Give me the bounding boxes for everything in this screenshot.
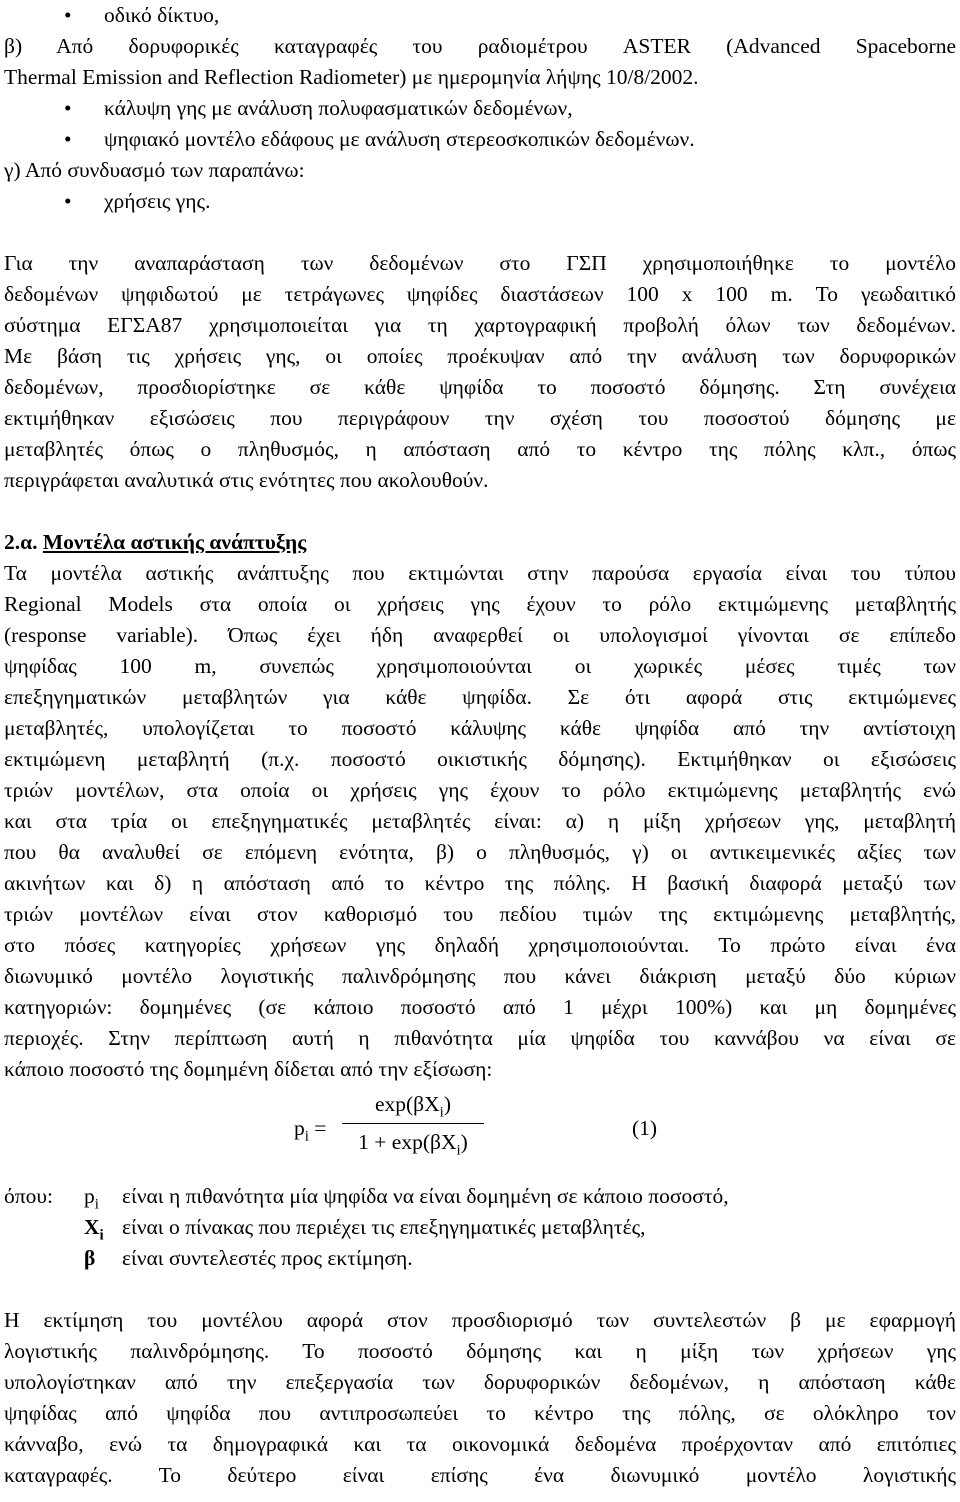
equation-number: (1)	[632, 1116, 658, 1140]
paragraph-line: Τα μοντέλα αστικής ανάπτυξης που εκτιμώνται στην παρούσα εργασία είναι του τύπου	[4, 561, 956, 585]
paragraph-line: Thermal Emission and Reflection Radiometer) με ημερομηνία λήψης 10/8/2002.	[4, 65, 699, 89]
paragraph-line: γ) Από συνδυασμό των παραπάνω:	[4, 158, 305, 182]
where-symbol: $X_i$	[84, 1215, 104, 1244]
where-text: είναι η πιθανότητα μία ψηφίδα να είναι δομημένη σε κάποιο ποσοστό,	[122, 1184, 729, 1208]
paragraph-line: εκτιμήθηκαν εξισώσεις που περιγράφουν την σχέση του ποσοστού δόμησης με	[4, 406, 956, 430]
paragraph-line: Για την αναπαράσταση των δεδομένων στο ΓΣΠ χρησιμοποιήθηκε το μοντέλο	[4, 251, 956, 275]
bullet-item	[4, 124, 956, 155]
where-label: όπου:	[4, 1184, 53, 1208]
bullet-icon: •	[64, 3, 72, 27]
paragraph-line: (response variable). Όπως έχει ήδη αναφερθεί οι υπολογισμοί γίνονται σε επίπεδο	[4, 623, 956, 647]
where-symbol: β	[84, 1246, 96, 1270]
paragraph-line: τριών μοντέλων είναι στον καθορισμό του πεδίου τιμών της εκτιμώμενης μεταβλητής,	[4, 902, 956, 926]
paragraph-line: μεταβλητές, υπολογίζεται το ποσοστό κάλυψης κάθε ψηφίδα από την αντίστοιχη	[4, 716, 956, 740]
section-heading	[4, 527, 956, 558]
paragraph-line: υπολογίστηκαν από την επεξεργασία των δορυφορικών δεδομένων, η απόσταση κάθε	[4, 1370, 956, 1394]
paragraph-line: κατηγοριών: δομημένες (σε κάποιο ποσοστό από 1 μέχρι 100%) και μη δομημένες	[4, 995, 956, 1019]
bullet-icon: •	[64, 189, 72, 213]
section-number: 2.α.	[4, 530, 38, 554]
spacer	[4, 217, 956, 248]
paragraph-line: ψηφίδας από ψηφίδα που αντιπροσωπεύει το κέντρο της πόλης, σε ολόκληρο τον	[4, 1401, 956, 1425]
paragraph-line: στο πόσες κατηγορίες χρήσεων γης δηλαδή χρησιμοποιούνται. Το πρώτο είναι ένα	[4, 933, 956, 957]
bullet-text: χρήσεις γης.	[104, 189, 211, 213]
where-text: είναι συντελεστές προς εκτίμηση.	[122, 1246, 413, 1270]
paragraph-line: επεξηγηματικών μεταβλητών για κάθε ψηφίδα. Σε ότι αφορά στις εκτιμώμενες	[4, 685, 956, 709]
paragraph-line: περιγράφεται αναλυτικά στις ενότητες που ακολουθούν.	[4, 468, 489, 492]
paragraph-line: και στα τρία οι επεξηγηματικές μεταβλητές είναι: α) η μίξη χρήσεων γης, μεταβλητή	[4, 809, 956, 833]
paragraph-line: δεδομένων ψηφιδωτού με τετράγωνες ψηφίδες διαστάσεων 100 x 100 m. Το γεωδαιτικό	[4, 282, 956, 306]
paragraph-line: μεταβλητές όπως ο πληθυσμός, η απόσταση από το κέντρο της πόλης κλπ., όπως	[4, 437, 956, 461]
bullet-text: κάλυψη γης με ανάλυση πολυφασματικών δεδομένων,	[104, 96, 573, 120]
paragraph-line: ψηφίδας 100 m, συνεπώς χρησιμοποιούνται οι χωρικές μέσες τιμές των	[4, 654, 956, 678]
paragraph-line: Η εκτίμηση του μοντέλου αφορά στον προσδιορισμό των συντελεστών β με εφαρμογή	[4, 1308, 956, 1332]
bullet-text: οδικό δίκτυο,	[104, 3, 220, 27]
paragraph-models	[4, 558, 956, 1085]
equation-numerator: $\exp(\beta X_i)$	[342, 1089, 484, 1124]
where-item	[4, 1181, 956, 1212]
where-item	[4, 1212, 956, 1243]
paragraph-line: περιοχές. Στην περίπτωση αυτή η πιθανότητα μία ψηφίδα του καννάβου να είναι σε	[4, 1026, 956, 1050]
paragraph-line: Με βάση τις χρήσεις γης, οι οποίες προέκυψαν από την ανάλυση των δορυφορικών	[4, 344, 956, 368]
bullet-text: ψηφιακό μοντέλο εδάφους με ανάλυση στερεοσκοπικών δεδομένων.	[104, 127, 695, 151]
spacer	[4, 496, 956, 527]
where-item	[4, 1243, 956, 1274]
paragraph-line: δεδομένων, προσδιορίστηκε σε κάθε ψηφίδα το ποσοστό δόμησης. Στη συνέχεια	[4, 375, 956, 399]
equation-fraction	[342, 1089, 484, 1158]
paragraph-line: που θα αναλυθεί σε επόμενη ενότητα, β) ο πληθυσμός, γ) οι αντικειμενικές αξίες των	[4, 840, 956, 864]
paragraph-line: εκτιμώμενη μεταβλητή (π.χ. ποσοστό οικιστικής δόμησης). Εκτιμήθηκαν οι εξισώσεις	[4, 747, 956, 771]
equation-denominator: $1 + \exp(\beta X_i)$	[358, 1130, 468, 1159]
section-title: Μοντέλα αστικής ανάπτυξης	[42, 530, 307, 554]
paragraph-line: ακινήτων και δ) η απόσταση από το κέντρο της πόλης. Η βασική διαφορά μεταξύ των	[4, 871, 956, 895]
where-symbol: $p_i$	[84, 1184, 99, 1213]
bullet-item	[4, 0, 956, 31]
bullet-icon: •	[64, 96, 72, 120]
where-text: είναι ο πίνακας που περιέχει τις επεξηγηματικές μεταβλητές,	[122, 1215, 646, 1239]
paragraph-line: τριών μοντέλων, στα οποία οι χρήσεις γης έχουν το ρόλο εκτιμώμενης μεταβλητής ενώ	[4, 778, 956, 802]
bullet-item	[4, 186, 956, 217]
paragraph-final	[4, 1305, 956, 1491]
paragraph-line: διωνυμικό μοντέλο λογιστικής παλινδρόμησης που κάνει διάκριση μεταξύ δύο κύριων	[4, 964, 956, 988]
paragraph-line: κάποιο ποσοστό της δομημένη δίδεται από την εξίσωση:	[4, 1057, 493, 1081]
equation-lhs: $p_i$ =	[294, 1116, 327, 1145]
spacer	[4, 1274, 956, 1305]
equation	[4, 1089, 956, 1173]
paragraph-line: κάνναβο, ενώ τα δημογραφικά και τα οικονομικά δεδομένα προέρχονταν από επιτόπιες	[4, 1432, 956, 1456]
bullet-item	[4, 93, 956, 124]
paragraph-line: σύστημα ΕΓΣΑ87 χρησιμοποιείται για τη χαρτογραφική προβολή όλων των δεδομένων.	[4, 313, 956, 337]
bullet-icon: •	[64, 127, 72, 151]
paragraph-gis	[4, 248, 956, 496]
paragraph-line: Regional Models στα οποία οι χρήσεις γης έχουν το ρόλο εκτιμώμενης μεταβλητής	[4, 592, 956, 616]
paragraph-line: λογιστικής παλινδρόμησης. Το ποσοστό δόμησης και η μίξη των χρήσεων γης	[4, 1339, 956, 1363]
paragraph-line: β) Από δορυφορικές καταγραφές του ραδιομέτρου ASTER (Advanced Spaceborne	[4, 34, 956, 58]
paragraph-line: καταγραφές. Το δεύτερο είναι επίσης ένα διωνυμικό μοντέλο λογιστικής	[4, 1463, 956, 1487]
